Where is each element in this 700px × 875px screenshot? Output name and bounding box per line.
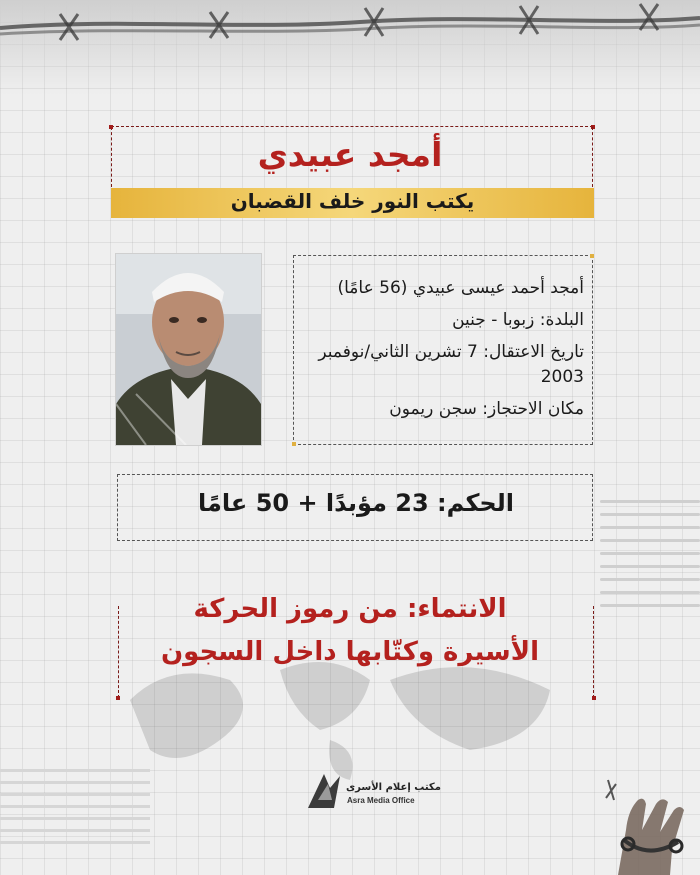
chained-hands-icon <box>598 770 700 875</box>
prisoner-details <box>298 276 584 429</box>
prisoner-name: أمجد عبيدي <box>257 135 443 174</box>
detail-full-name: أمجد أحمد عيسى عبيدي (56 عامًا) <box>337 278 584 298</box>
affiliation-text <box>0 588 700 674</box>
prisoner-photo <box>115 253 262 446</box>
affiliation-line-1: الانتماء: من رموز الحركة <box>193 594 507 624</box>
tagline-banner <box>111 188 594 218</box>
faint-background-text-left <box>0 760 150 853</box>
affiliation-line-2: الأسيرة وكتّابها داخل السجون <box>160 637 540 667</box>
detail-prison: مكان الاحتجاز: سجن ريمون <box>389 399 584 419</box>
logo-arabic-text: مكتب إعلام الأسرى <box>346 782 441 793</box>
verdict-box <box>117 474 593 541</box>
logo-english-text: Asra Media Office <box>347 796 415 805</box>
verdict-text: الحكم: 23 مؤبدًا + 50 عامًا <box>198 489 514 517</box>
info-box <box>293 255 593 445</box>
portrait-icon <box>116 254 261 445</box>
detail-arrest-date: تاريخ الاعتقال: 7 تشرين الثاني/نوفمبر 2003 <box>318 342 584 387</box>
tagline-text: يكتب النور خلف القضبان <box>230 189 475 213</box>
barbed-wire-icon <box>0 0 700 80</box>
detail-town: البلدة: زبوبا - جنين <box>452 310 584 330</box>
